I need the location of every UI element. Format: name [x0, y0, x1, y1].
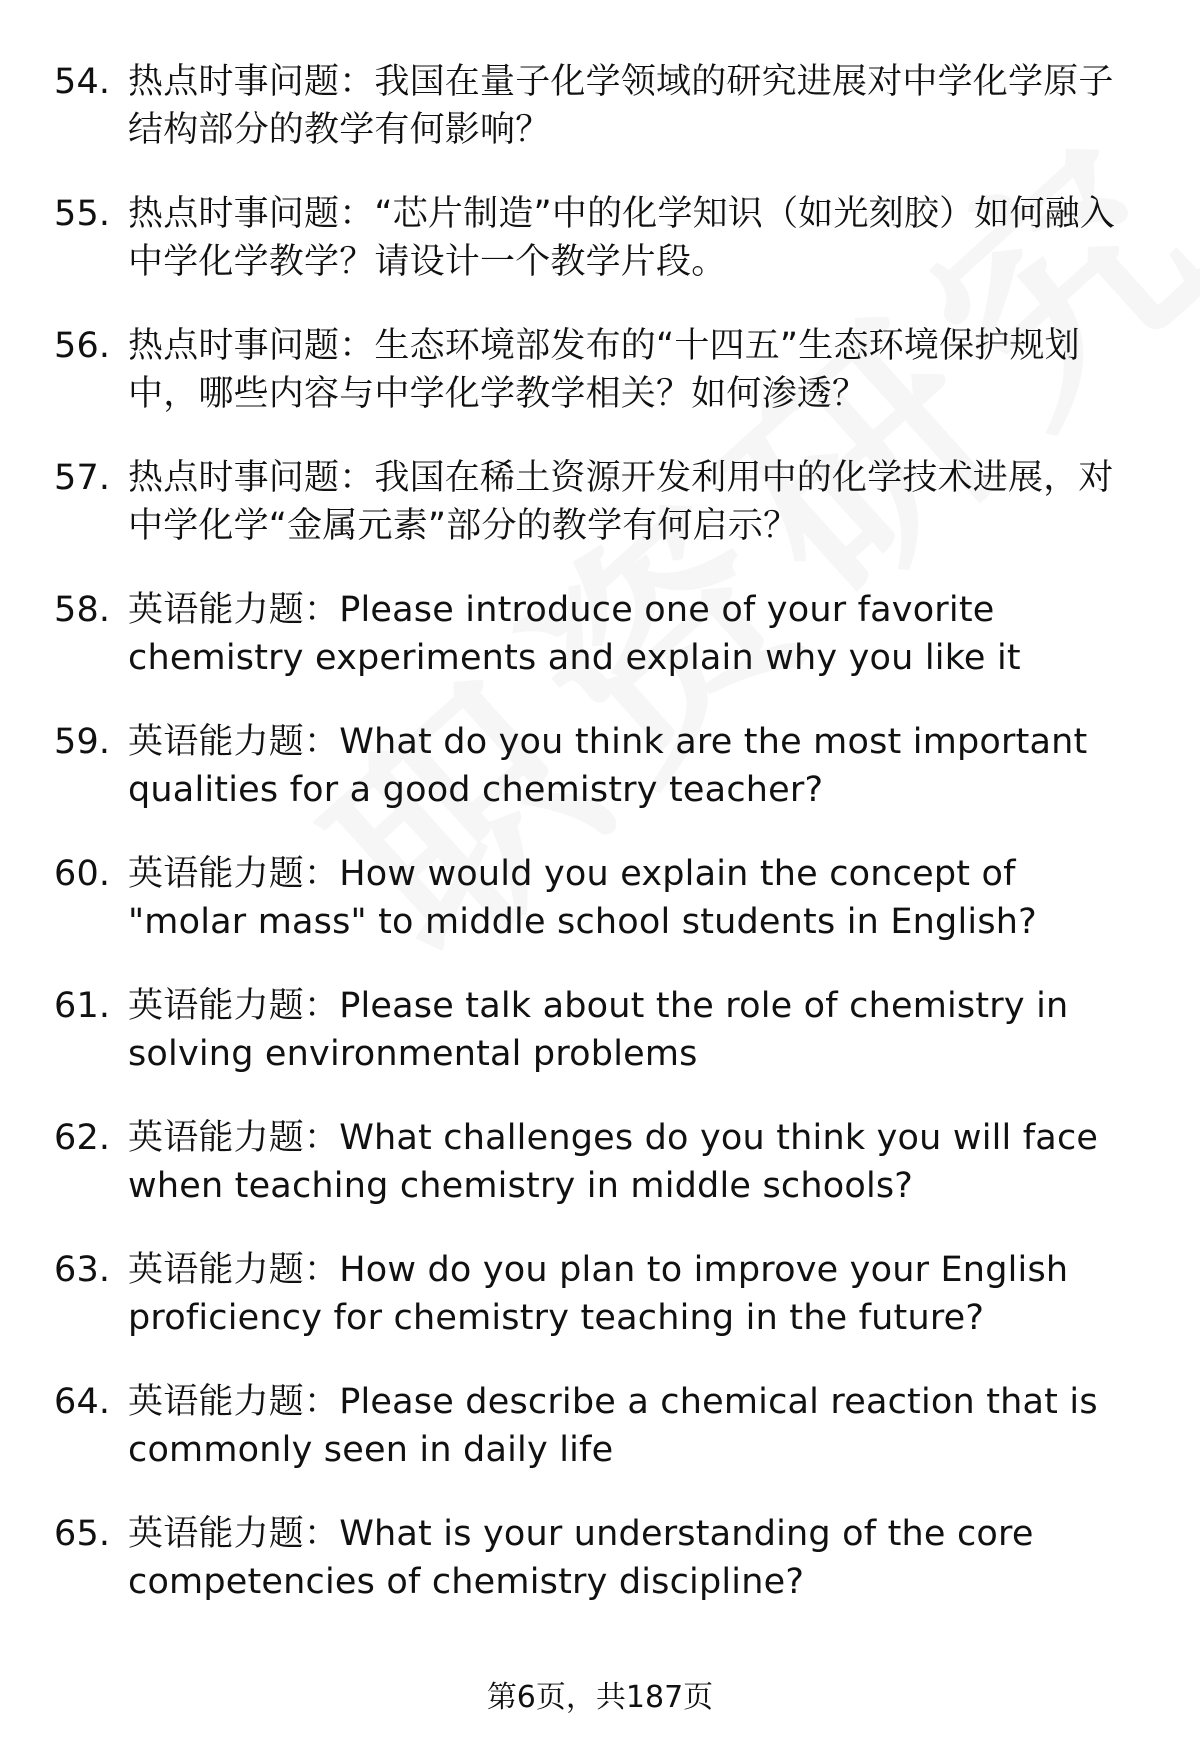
question-number: 59. — [54, 722, 111, 762]
question-item — [54, 454, 1144, 550]
question-text: 英语能力题：Please describe a chemical reaction that is commonly seen in daily life — [128, 1382, 1098, 1470]
question-text: 热点时事问题：“芯片制造”中的化学知识（如光刻胶）如何融入中学化学教学？请设计一个教学片段。 — [128, 194, 1116, 282]
question-number: 61. — [54, 986, 111, 1026]
question-number: 54. — [54, 62, 111, 102]
question-number: 57. — [54, 458, 111, 498]
question-item — [54, 1114, 1144, 1210]
question-item — [54, 1378, 1144, 1474]
question-number: 58. — [54, 590, 111, 630]
question-number: 55. — [54, 194, 111, 234]
question-text: 英语能力题：How would you explain the concept of "molar mass" to middle school students in English? — [128, 854, 1037, 942]
question-item — [54, 586, 1144, 682]
question-text: 热点时事问题：我国在量子化学领域的研究进展对中学化学原子结构部分的教学有何影响？ — [128, 62, 1114, 150]
question-number: 63. — [54, 1250, 111, 1290]
question-text: 英语能力题：What challenges do you think you will face when teaching chemistry in middle schools? — [128, 1118, 1099, 1206]
question-item — [54, 190, 1144, 286]
question-number: 60. — [54, 854, 111, 894]
question-item — [54, 1246, 1144, 1342]
question-text: 热点时事问题：我国在稀土资源开发利用中的化学技术进展，对中学化学“金属元素”部分的教学有何启示？ — [128, 458, 1114, 546]
question-text: 英语能力题：Please talk about the role of chemistry in solving environmental problems — [128, 986, 1069, 1074]
question-text: 英语能力题：Please introduce one of your favorite chemistry experiments and explain why you like it — [128, 590, 1021, 678]
question-number: 65. — [54, 1514, 111, 1554]
page-footer: 第6页，共187页 — [486, 1680, 714, 1715]
question-number: 62. — [54, 1118, 111, 1158]
question-text: 英语能力题：How do you plan to improve your English proficiency for chemistry teaching in the future? — [128, 1250, 1069, 1338]
question-list — [54, 58, 1144, 1642]
question-item — [54, 982, 1144, 1078]
question-item — [54, 718, 1144, 814]
question-number: 64. — [54, 1382, 111, 1422]
question-item — [54, 850, 1144, 946]
question-text: 热点时事问题：生态环境部发布的“十四五”生态环境保护规划中，哪些内容与中学化学教学相关？如何渗透？ — [128, 326, 1080, 414]
question-text: 英语能力题：What do you think are the most important qualities for a good chemistry teacher? — [128, 722, 1088, 810]
question-number: 56. — [54, 326, 111, 366]
question-item — [54, 1510, 1144, 1606]
question-item — [54, 322, 1144, 418]
question-item — [54, 58, 1144, 154]
question-text: 英语能力题：What is your understanding of the core competencies of chemistry discipline? — [128, 1514, 1034, 1602]
